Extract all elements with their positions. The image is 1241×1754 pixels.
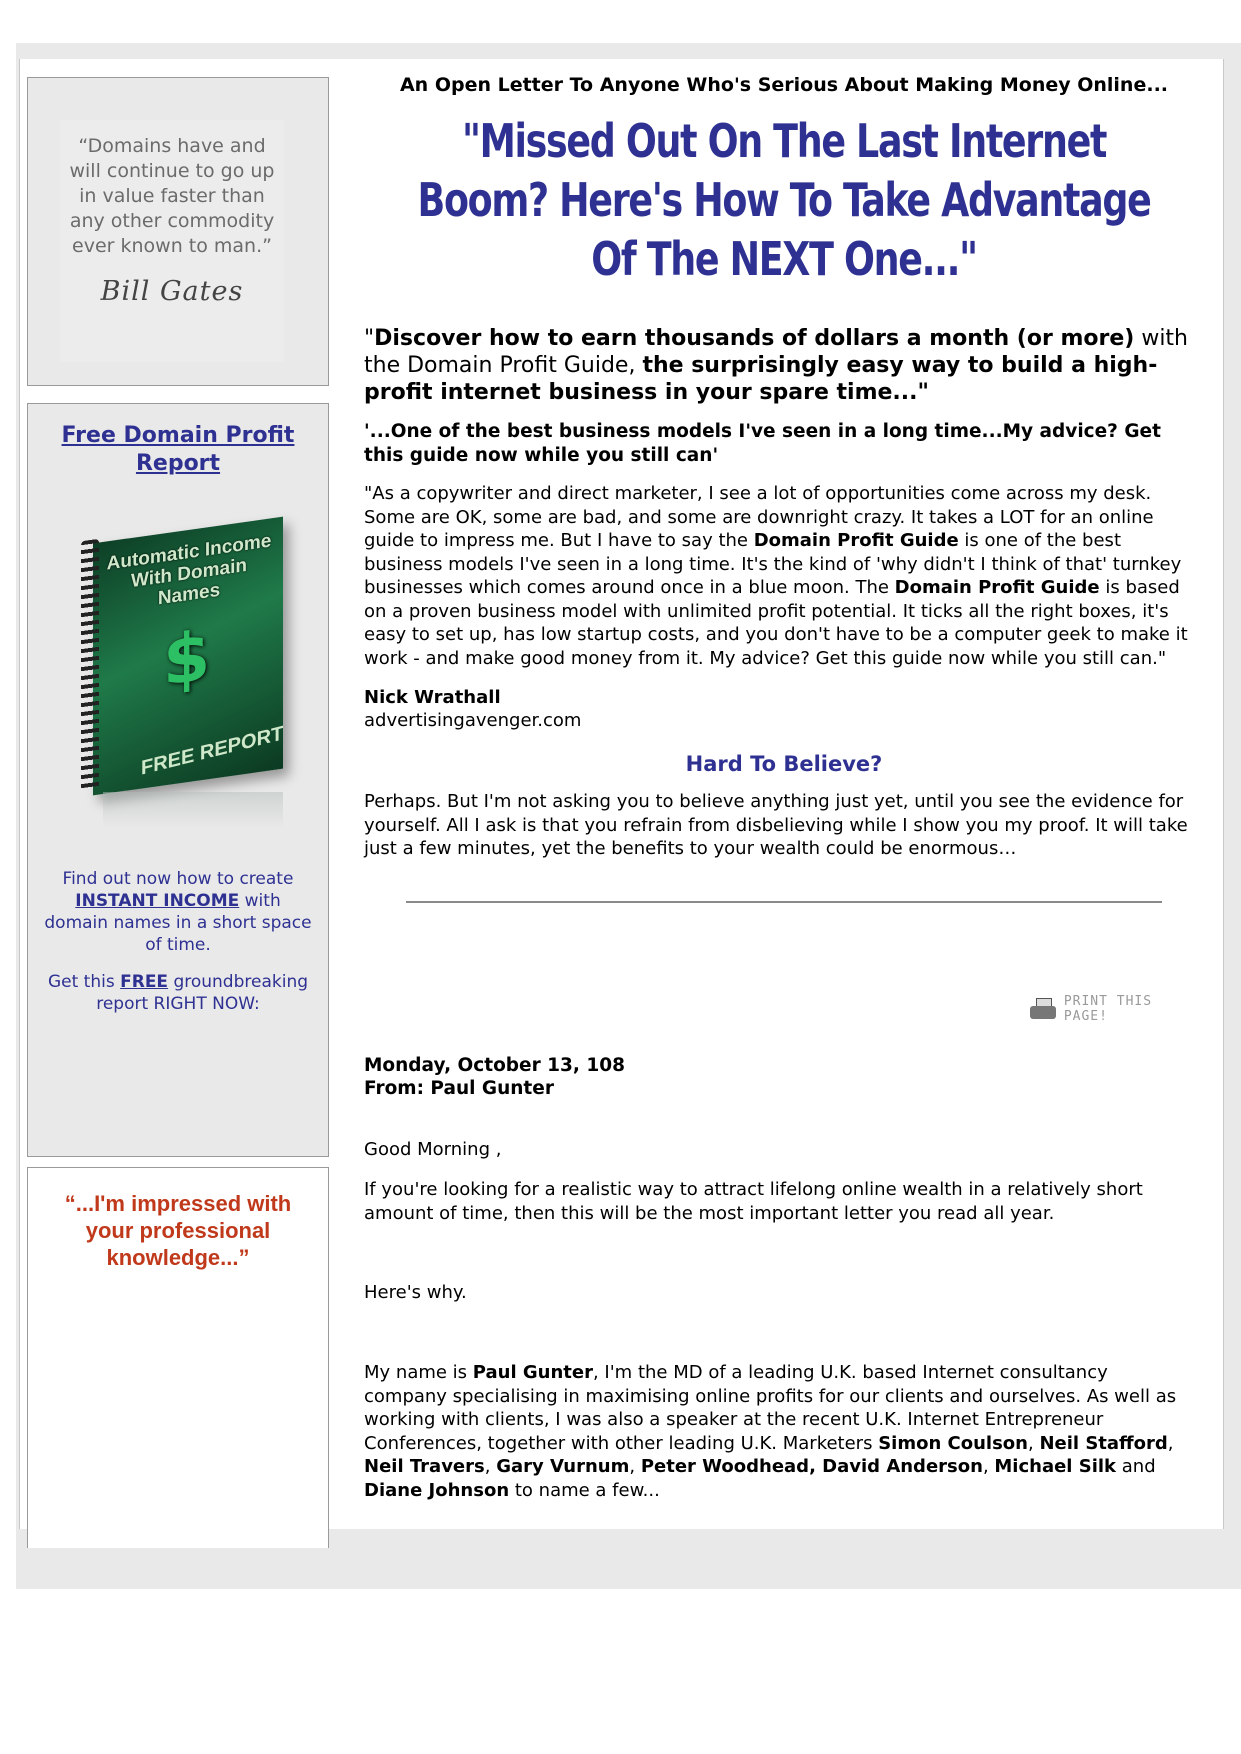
- bio-name: Peter Woodhead, David Anderson: [640, 1456, 983, 1477]
- copy-text: Find out now how to create: [62, 869, 294, 889]
- bio-name: Michael Silk: [994, 1456, 1117, 1477]
- report-copy: [28, 868, 328, 1015]
- intro-paragraph: If you're looking for a realistic way to attract lifelong online wealth in a relatively short amount of time, then this will be the most important letter you read all year.: [364, 1179, 1143, 1224]
- paragraph-text: "As a copywriter and direct marketer, I see a lot of opportunities come across my desk. Some are OK, some are bad, and some are downright crazy. It takes a LOT for an online guide to impress me. But I have to say the: [364, 483, 1154, 551]
- report-copy-line-2: [44, 971, 312, 1015]
- letter-date: Monday, October 13, 108: [364, 1055, 625, 1076]
- bill-gates-quote-box: [27, 77, 329, 386]
- author-name: Nick Wrathall: [364, 687, 501, 708]
- bio-text: ,: [629, 1456, 641, 1477]
- dollar-sign-icon: $: [163, 616, 211, 703]
- bio-text: My name is: [364, 1362, 473, 1383]
- print-page-label: PRINT THIS PAGE!: [1063, 994, 1153, 1024]
- free-link[interactable]: FREE: [120, 972, 169, 992]
- bio-text: ,: [1167, 1432, 1174, 1454]
- book-free-report-label: FREE REPORT: [141, 722, 284, 780]
- letter-from: From: Paul Gunter: [364, 1078, 554, 1099]
- subheadline: [364, 325, 1204, 406]
- printer-icon: [1030, 997, 1056, 1021]
- bio-name: Neil Travers: [364, 1456, 485, 1477]
- testimonial-box: [27, 1167, 329, 1548]
- free-report-box: [27, 403, 329, 1157]
- subhead-bold: Discover how to earn thousands of dollars a month (or more): [374, 326, 1135, 351]
- book-cover-title: Automatic Income With Domain Names: [106, 530, 272, 610]
- open-letter-kicker: An Open Letter To Anyone Who's Serious About Making Money Online...: [399, 74, 1169, 96]
- quote-text: “Domains have and will continue to go up in value faster than any other commodity ever known to man.”: [69, 135, 275, 257]
- letter-dateline: [364, 1054, 625, 1100]
- book-spiral-binding: [81, 539, 99, 792]
- report-book-image[interactable]: [63, 520, 293, 830]
- why-line: Here's why.: [364, 1282, 467, 1303]
- copy-text: Get this: [47, 972, 121, 992]
- quote-image: [60, 120, 284, 362]
- free-report-link[interactable]: Free Domain Profit Report: [61, 423, 295, 476]
- endorsement-author: [364, 686, 1204, 732]
- believe-paragraph: Perhaps. But I'm not asking you to believe anything just yet, until you see the evidence for yourself. All I ask is that you refrain from disbelieving while I show you my proof. It will take just a few minutes, yet the benefits to your wealth could be enormous…: [364, 791, 1188, 859]
- bio-text: and: [1116, 1456, 1156, 1477]
- subhead-text: with the Domain Profit Guide,: [364, 326, 1188, 378]
- subhead-bold: the surprisingly easy way to build a high-profit internet business in your spare time...": [364, 353, 1158, 405]
- instant-income-link[interactable]: INSTANT INCOME: [75, 891, 240, 911]
- endorsement-paragraph: [364, 482, 1204, 670]
- subhead-text: ": [364, 326, 375, 351]
- bio-name: Diane Johnson: [364, 1479, 510, 1501]
- paragraph-text: is based on a proven business model with unlimited profit potential. It ticks all the right boxes, it's easy to set up, has low startup costs, and you don't have to be a computer geek to make it work - and make good money from it. My advice? Get this guide now while you still can.": [364, 577, 1188, 669]
- product-name: Domain Profit Guide: [753, 530, 959, 551]
- bio-name: Simon Coulson: [878, 1432, 1028, 1454]
- bio-text: ,: [982, 1456, 995, 1477]
- bio-name: Gary Vurnum: [496, 1456, 630, 1477]
- bio-name: Paul Gunter: [472, 1362, 593, 1383]
- sales-letter: [364, 74, 1204, 1501]
- pull-quote: '...One of the best business models I've seen in a long time...My advice? Get this guide now while you still can': [364, 421, 1161, 466]
- print-page-button[interactable]: [1030, 994, 1204, 1024]
- book-reflection: [103, 792, 283, 828]
- quote-signature: Bill Gates: [100, 276, 244, 307]
- bio-paragraph: [364, 1361, 1194, 1502]
- author-site: advertisingavenger.com: [364, 710, 582, 731]
- bio-text: to name a few...: [509, 1479, 660, 1501]
- bio-name: Neil Stafford: [1039, 1432, 1168, 1454]
- paragraph-text: is one of the best business models I've seen in a long time. It's the kind of 'why didn't I think of that' turnkey businesses which comes around once in a blue moon. The: [364, 530, 1182, 598]
- report-copy-line-1: [44, 868, 312, 956]
- copy-text: with domain names in a short space of time.: [44, 891, 312, 955]
- copy-text: groundbreaking report RIGHT NOW:: [96, 972, 309, 1014]
- divider: [406, 901, 1162, 903]
- section-heading: Hard To Believe?: [685, 752, 883, 776]
- bio-text: ,: [484, 1456, 497, 1477]
- greeting: Good Morning ,: [364, 1139, 502, 1160]
- bio-text: , I'm the MD of a leading U.K. based Internet consultancy company specialising in maximising online profits for our clients and ourselves. As well as working with clients, I was also a speaker at the recent U.K. Internet Entrepreneur Conferences, together with other leading U.K. Marketers: [364, 1362, 1177, 1454]
- testimonial-quote: “...I'm impressed with your professional knowledge...”: [64, 1191, 292, 1270]
- product-name: Domain Profit Guide: [894, 577, 1100, 598]
- headline: "Missed Out On The Last Internet Boom? Here's How To Take Advantage Of The NEXT One...": [417, 114, 1151, 286]
- bio-text: ,: [1027, 1432, 1040, 1454]
